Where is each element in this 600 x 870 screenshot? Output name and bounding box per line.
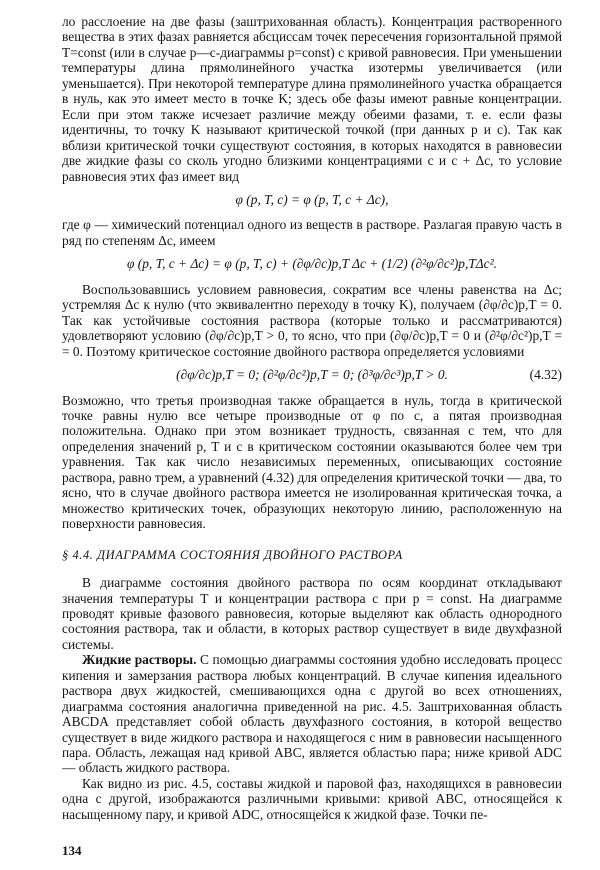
section-heading: § 4.4. ДИАГРАММА СОСТОЯНИЯ ДВОЙНОГО РАСТВОРА bbox=[62, 547, 403, 562]
equation-number: (4.32) bbox=[529, 367, 562, 383]
paragraph-3: Воспользовавшись условием равновесия, сократим все члены равенства на Δc; устремляя Δc к нулю (что эквивалентно переходу в точку K), получаем (∂φ/∂c)p,T = 0. Так как устойчивые состояния раствора (которые только и рассматриваются) удовлетворяют условию (∂φ/∂c)p,T > 0, то ясно, что при (∂φ/∂c)p,T = 0 и (∂²φ/∂c²)p,T = = 0. Поэтому критическое состояние двойного раствора определяется условиями bbox=[62, 281, 562, 359]
page-number: 134 bbox=[62, 842, 82, 858]
paragraph-6-body: С помощью диаграммы состояния удобно исследовать процесс кипения и замерзания раствора любых концентраций. В случае кипения идеального раствора двух жидкостей, смешивающихся одна с другой во всех отношениях, диаграмма состояния аналогична приведенной на рис. 4.5. Заштрихованная область ABCDA представляет собой область двухфазного состояния, в которой вещество существует в виде жидкого раствора и находящегося с ним в равновесии насыщенного пара. Область, лежащая над кривой ABC, является областью пара; ниже кривой ADC — область жидкого раствора. bbox=[62, 652, 563, 776]
paragraph-4: Возможно, что третья производная также обращается в нуль, тогда в критической точке равны нулю все четыре производные от φ по c, а пятая производная положительна. Однако при этом возникает трудность, связанная с тем, что для определения значений p, T и c в критическом состоянии оказываются более чем три уравнения. Так как число независимых переменных, описывающих состояние раствора, равно трем, а уравнений (4.32) для определения критической точки — два, то ясно, что в случае двойного раствора имеется не изолированная критическая точка, а множество критических точек, образующих некоторую линию, расположенную на поверхности равновесия. bbox=[62, 392, 562, 532]
paragraph-6-lead: Жидкие растворы. bbox=[82, 652, 197, 668]
paragraph-5: В диаграмме состояния двойного раствора по осям координат откладывают значения температуры T и концентрации раствора c при p = const. На диаграмме проводят кривые фазового равновесия, которые выделяют как область однородного состояния раствора, так и области, в которых раствор существует в виде двухфазной системы. bbox=[62, 575, 562, 652]
paragraph-2: где φ — химический потенциал одного из веществ в растворе. Разлагая правую часть в ряд по степеням Δc, имеем bbox=[62, 217, 562, 248]
equation-critical-conditions bbox=[62, 367, 562, 382]
equation-critical-body: (∂φ/∂c)p,T = 0; (∂²φ/∂c²)p,T = 0; (∂³φ/∂c³)p,T > 0. bbox=[176, 367, 448, 383]
equation-equilibrium: φ (p, T, c) = φ (p, T, c + Δc), bbox=[235, 191, 389, 207]
paragraph-1: ло расслоение на две фазы (заштрихованная область). Концентрация растворенного вещества в этих фазах равняется абсциссам точек пересечения горизонтальной прямой T=const (или в случае p—c-диаграммы p=const) с кривой равновесия. При уменьшении температуры длина прямолинейного участка изотермы увеличивается (или уменьшается). При некоторой температуре длина прямолинейного участка обращается в нуль, как это имеет место в точке K; здесь обе фазы имеют равные концентрации. Если при этом также исчезает различие между обеими фазами, т. е. если фазы идентичны, то точку K называют критической точкой (при данных p и c). Так как вблизи критической точки существуют состояния, в которых находятся в равновесии две жидкие фазы со сколь угодно близкими концентрациями c и c + Δc, то условие равновесия этих фаз имеет вид bbox=[62, 14, 562, 184]
paragraph-6 bbox=[62, 652, 562, 776]
paragraph-7: Как видно из рис. 4.5, составы жидкой и паровой фаз, находящихся в равновесии одна с другой, изображаются различными кривыми: кривой ABC, относящейся к насыщенному пару, и кривой ADC, относящейся к жидкой фазе. Точки пе- bbox=[62, 775, 562, 822]
equation-series-expansion: φ (p, T, c + Δc) = φ (p, T, c) + (∂φ/∂c)p,T Δc + (1/2) (∂²φ/∂c²)p,TΔc². bbox=[127, 256, 497, 272]
